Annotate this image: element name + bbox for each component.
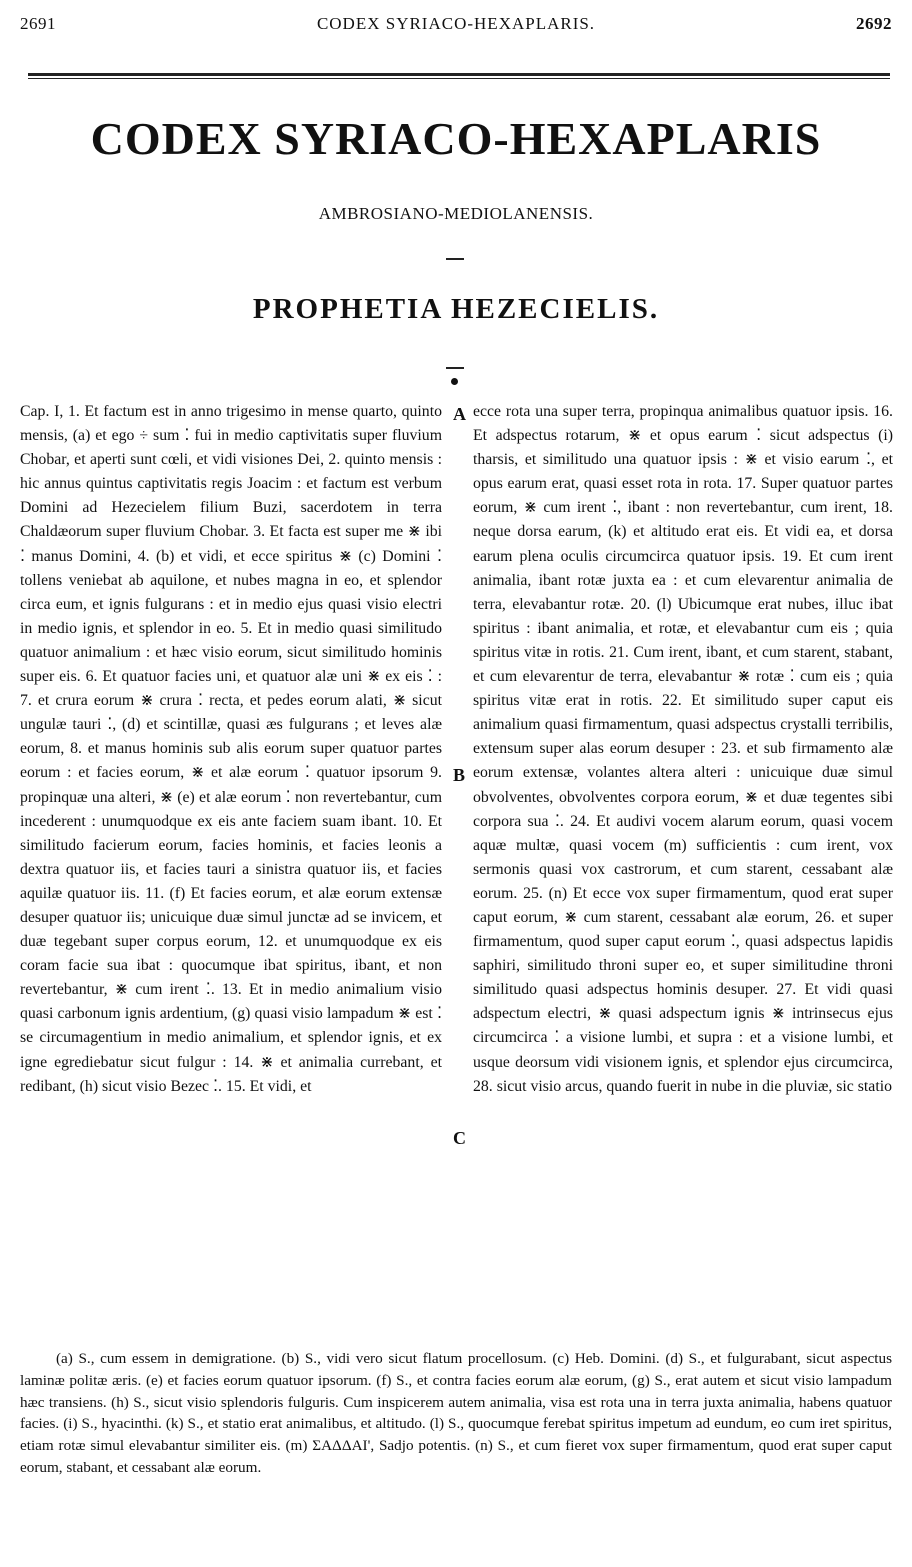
text-column-right: ecce rota una super terra, propinqua animalibus quatuor ipsis. 16. Et adspectus rotarum, ⋇ et opus earum ⁚ sicut adspectus (i) tharsis, et similitudo una quatuor ipsis : ⋇ et visio earum ⁚, et opus earum erat, quasi esset rota in rota. 17. Super quatuor partes eorum, ⋇ cum irent ⁚, ibant : non revertebantur, cum irent, 18. neque dorsa earum, (k) et altitudo erat eis. Et vidi ea, et dorsa earum plena oculis circumcirca quatuor ipsis. 19. Et cum irent animalia, ibant rotæ juxta ea : et cum elevarentur animalia de terra, elevabantur rotæ. 20. (l) Ubicumque erat nubes, illuc ibat spiritus : ibant animalia, et rotæ, et elevabantur cum eis ; quia spiritus vitæ in rotis. 21. Cum irent, ibant, et cum starent, stabant, et cum elevarentur de terra, elevabantur ⋇ rotæ ⁚ cum eis ; quia spiritus vitæ erat in rotis. 22. Et similitudo super caput eis animalium quasi firmamentum, quasi adspectus crystalli terribilis, extensum super alas eorum desuper : 23. et sub firmamento alæ eorum extensæ, volantes altera alteri : unicuique duæ simul obvolventes, obvolventes corpora eorum, ⋇ et duæ tegentes sibi corpora sua ⁚. 24. Et audivi vocem alarum eorum, quasi vocem aquæ multæ, quasi vocem (m) sufficientis : cum irent, vox sermonis quasi vox castrorum, et cum starent, cessabant alæ eorum. 25. (n) Et ecce vox super firmamentum, quod erat super caput eorum, ⋇ cum starent, cessabant alæ eorum, 26. et super firmamentum, quod super caput eorum ⁚, quasi adspectus lapidis saphiri, similitudo throni super eo, et super similitudine throni similitudo quasi adspectus hominis desuper. 27. Et vidi quasi adspectum electri, ⋇ quasi adspectum ignis ⋇ intrinsecus ejus circumcirca ⁚ a visione lumbi, et supra : et a visione lumbi, et usque deorsum vidi visionem ignis, et splendor ejus circumcirca, 28. sicut visio arcus, quando fuerit in nube in die pluviæ, sic statio xyxy=(473,403,893,1095)
page-number-left: 2691 xyxy=(20,14,56,33)
header-rule xyxy=(28,73,890,76)
book-title: PROPHETIA HEZECIELIS. xyxy=(252,293,660,325)
text-column-left: Cap. I, 1. Et factum est in anno trigesimo in mense quarto, quinto mensis, (a) et ego ÷ sum ⁚ fui in medio captivitatis super fluvium Chobar, et aperti sunt cœli, et vidi visiones Dei, 2. quinto mensis : hic annus quintus captivitatis regis Joacim : et factum est verbum Domini ad Hezecielem filium Buzi, sacerdotem in terra Chaldæorum super fluvium Chobar. 3. Et facta est super me ⋇ ibi ⁚ manus Domini, 4. (b) et vidi, et ecce spiritus ⋇ (c) Domini ⁚ tollens veniebat ab aquilone, et nubes magna in eo, et splendor circa eum, et ignis fulgurans : et in medio ejus quasi visio electri in medio ignis, et splendor in eo. 5. Et in medio quasi similitudo quatuor animalium : et hæc visio eorum, sicut similitudo hominis super eis. 6. Et quatuor facies uni, et quatuor alæ uni ⋇ ex eis ⁚ : 7. et crura eorum ⋇ crura ⁚ recta, et pedes eorum alati, ⋇ sicut ungulæ tauri ⁚, (d) et scintillæ, quasi æs fulgurans ; et leves alæ eorum, 8. et manus hominis sub alis eorum super quatuor partes eorum : et facies eorum, ⋇ et alæ eorum ⁚ quatuor ipsorum 9. propinquæ una alteri, ⋇ (e) et alæ eorum ⁚ non revertebantur, cum incederent : unumquodque ex eis ante faciem suam ibant. 10. Et similitudo facierum eorum, facies hominis, et facies leonis a dextra quatuor iis, et facies tauri a sinistra quatuor iis, et facies aquilæ quatuor iis. 11. (f) Et facies eorum, et alæ eorum extensæ desuper quatuor iis; unicuique duæ simul junctæ ad se invicem, et duæ tegebant super corpus eorum, 12. et unumquodque ex eis coram facie sua ibat : quocumque ibat spiritus, ibant, et non revertebantur, ⋇ cum irent ⁚. 13. Et in medio animalium visio quasi carbonum ignis ardentium, (g) quasi visio lampadum ⋇ est ⁚ se circumagentium in medio animalium, et splendor ignis, et ex igne egrediebatur sicut fulgur : 14. ⋇ et animalia currebant, et redibant, (h) sicut visio Bezec ⁚. 15. Et vidi, et xyxy=(20,403,442,1095)
running-header xyxy=(0,14,912,40)
page-number-right: 2692 xyxy=(856,14,892,33)
page-title: CODEX SYRIACO-HEXAPLARIS xyxy=(90,113,822,164)
subtitle: AMBROSIANO-MEDIOLANENSIS. xyxy=(318,204,594,223)
ornament-dot xyxy=(451,378,458,385)
footnotes: (a) S., cum essem in demigratione. (b) S., vidi vero sicut flatum procellosum. (c) Heb. Domini. (d) S., et fulgurabant, sicut aspectus laminæ politæ æris. (e) et facies eorum quatuor ipsorum. (f) S., et contra facies eorum alæ eorum, (g) S., erat autem et sicut visio lampadum hæc transiens. (h) S., sicut visio splendoris fulguris. Cum inspicerem autem animalia, visa est rota una in terra juxta animalia, habens quatuor facies. (i) S., hyacinthi. (k) S., et statio erat animalibus, et altitudo. (l) S., quocumque ferebat spiritus impetum ad eundum, eo cum iret spiritus, etiam rotæ simul elevabantur similiter eis. (m) ΣΑΔΔΑΙ', Sadjo potentis. (n) S., et cum fieret vox super firmamentum, quod erat super caput eorum, stabant, et cessabant alæ eorum. xyxy=(20,1350,892,1476)
margin-letter-b: B xyxy=(453,765,466,785)
divider xyxy=(446,367,464,369)
running-title: CODEX SYRIACO-HEXAPLARIS. xyxy=(316,14,596,33)
header-rule-thin xyxy=(28,78,890,79)
divider xyxy=(446,258,464,260)
margin-letter-a: A xyxy=(453,404,466,424)
margin-letter-c: C xyxy=(453,1128,466,1148)
